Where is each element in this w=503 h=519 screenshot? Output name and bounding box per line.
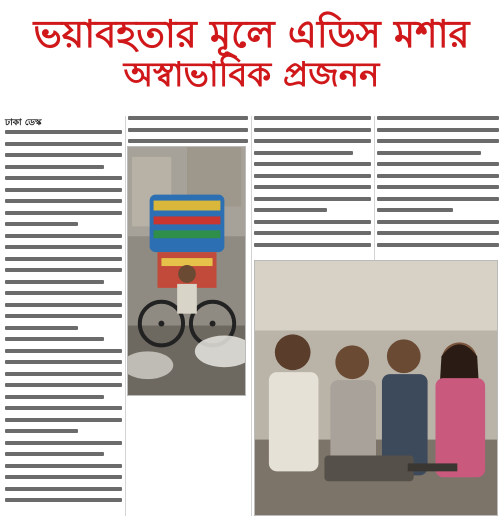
body-text-line xyxy=(5,153,122,157)
body-text-line xyxy=(254,220,371,224)
body-text-line xyxy=(5,349,122,353)
body-text-line xyxy=(5,268,122,272)
body-text-line xyxy=(5,280,104,284)
column-3-text xyxy=(254,116,371,247)
body-text-line xyxy=(5,452,104,456)
column-2-text xyxy=(128,116,248,143)
body-text-line xyxy=(5,199,122,203)
body-text-line xyxy=(5,142,122,146)
body-text-line xyxy=(254,174,371,178)
fogging-rickshaw-photo xyxy=(127,146,246,396)
body-text-line xyxy=(5,211,122,215)
body-text-line xyxy=(377,208,453,212)
article-headline xyxy=(0,0,503,108)
rickshaw-illustration xyxy=(128,147,245,395)
body-text-line xyxy=(5,130,122,134)
body-text-line xyxy=(128,128,248,132)
body-text-line xyxy=(5,165,104,169)
body-text-line xyxy=(377,185,499,189)
body-text-line xyxy=(254,197,371,201)
body-text-line xyxy=(5,418,122,422)
byline: ঢাকা ডেস্ক xyxy=(5,118,42,128)
body-text-line xyxy=(5,257,122,261)
body-text-line xyxy=(254,208,327,212)
body-text-line xyxy=(5,498,122,502)
body-text-line xyxy=(254,231,371,235)
body-text-line xyxy=(5,222,78,226)
body-text-line xyxy=(377,220,499,224)
body-text-line xyxy=(377,197,499,201)
body-text-line xyxy=(5,395,104,399)
body-text-line xyxy=(5,234,122,238)
body-text-line xyxy=(254,185,371,189)
body-text-line xyxy=(5,326,78,330)
body-text-line xyxy=(5,245,122,249)
body-text-line xyxy=(377,116,499,120)
body-text-line xyxy=(128,116,248,120)
body-text-line xyxy=(5,383,122,387)
body-text-line xyxy=(377,151,481,155)
article-column-4 xyxy=(377,116,499,254)
body-text-line xyxy=(254,243,371,247)
body-text-line xyxy=(5,303,122,307)
body-text-line xyxy=(128,139,248,143)
body-text-line xyxy=(5,487,122,491)
body-text-line xyxy=(377,162,499,166)
body-text-line xyxy=(377,231,499,235)
body-text-line xyxy=(254,151,353,155)
body-text-line xyxy=(254,116,371,120)
body-text-line xyxy=(254,128,371,132)
body-text-line xyxy=(5,360,122,364)
body-text-line xyxy=(377,139,499,143)
article-column-3 xyxy=(254,116,371,254)
body-text-line xyxy=(377,174,499,178)
column-4-text xyxy=(377,116,499,247)
headline-line-1: ভয়াবহতার মূলে এডিস মশার xyxy=(33,11,470,56)
headline-line-2: অস্বাভাবিক প্রজনন xyxy=(123,55,380,96)
body-text-line xyxy=(5,372,122,376)
body-text-line xyxy=(5,464,122,468)
body-text-line xyxy=(5,314,122,318)
body-text-line xyxy=(5,188,122,192)
column-divider xyxy=(251,116,252,516)
article-column-1 xyxy=(5,116,122,510)
body-text-line xyxy=(377,243,499,247)
body-text-line xyxy=(5,291,122,295)
column-divider xyxy=(125,116,126,516)
body-text-line xyxy=(5,441,122,445)
body-text-line xyxy=(5,475,122,479)
body-text-line xyxy=(5,337,104,341)
officials-group-photo xyxy=(254,260,498,516)
body-text-line xyxy=(5,429,78,433)
body-text-line xyxy=(254,139,371,143)
column-1-text xyxy=(5,130,122,502)
body-text-line xyxy=(5,406,122,410)
body-text-line xyxy=(377,128,499,132)
body-text-line xyxy=(5,176,122,180)
body-text-line xyxy=(254,162,371,166)
group-illustration xyxy=(255,261,497,515)
